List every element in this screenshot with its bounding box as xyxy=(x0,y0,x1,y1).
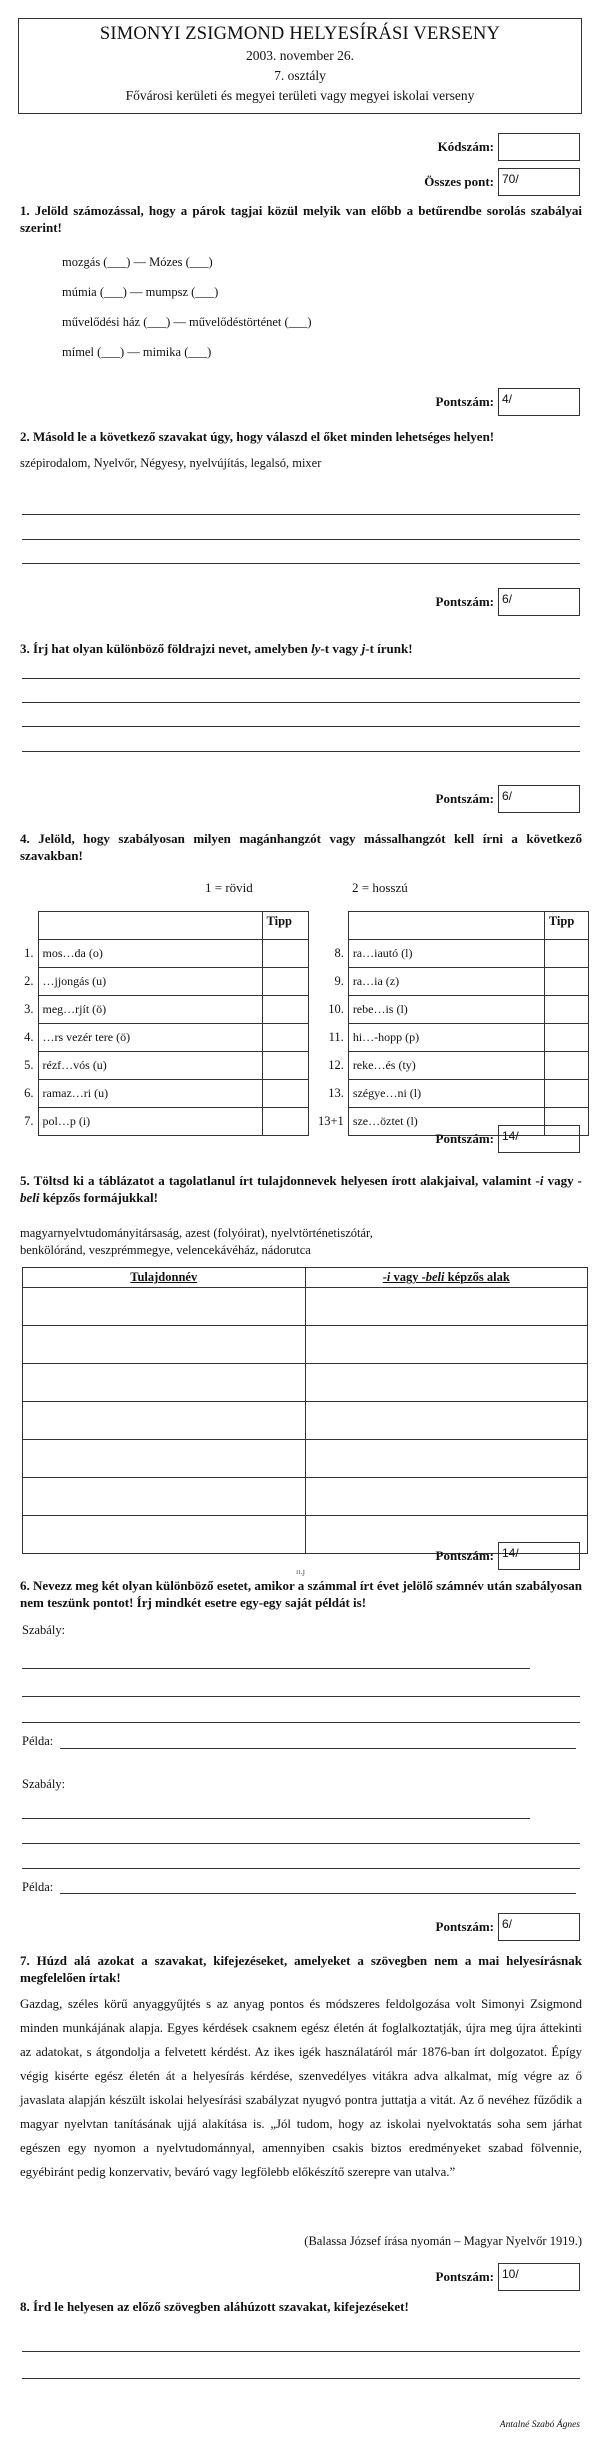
q4-item-number: 5. xyxy=(24,1058,34,1072)
q4-right-num-head xyxy=(318,912,348,940)
q5-col-name-header: Tulajdonnév xyxy=(23,1268,306,1288)
q5-prompt-mid: vagy xyxy=(543,1173,578,1188)
q4-item-word: meg…rjít (ö) xyxy=(38,996,262,1024)
q5-name-cell[interactable] xyxy=(23,1478,306,1516)
q5-col2-beli: -beli xyxy=(421,1270,445,1284)
q4-right-row xyxy=(318,940,588,968)
q4-tipp-cell[interactable] xyxy=(262,940,308,968)
q5-words-line-1: magyarnyelvtudományitársaság, azest (folyóirat), nyelvtörténetiszótár, xyxy=(20,1226,373,1240)
q4-item-word: ra…ia (z) xyxy=(348,968,544,996)
q4-left-tipp-head: Tipp xyxy=(262,912,308,940)
q6-example-label-2: Példa: xyxy=(22,1880,54,1894)
q4-tipp-cell[interactable] xyxy=(544,996,588,1024)
q4-item-number: 6. xyxy=(24,1086,34,1100)
q5-score-label: Pontszám: xyxy=(435,1548,494,1563)
q6-rule-line-2b[interactable] xyxy=(22,1843,580,1844)
header-box xyxy=(18,18,582,114)
q5-suffix-cell[interactable] xyxy=(305,1364,588,1402)
q4-item-number: 12. xyxy=(328,1058,344,1072)
q4-item-number: 11. xyxy=(328,1030,344,1044)
q5-col2-mid: vagy xyxy=(390,1270,422,1284)
q4-left-header-row xyxy=(22,912,308,940)
total-label: Összes pont: xyxy=(424,174,494,189)
code-label: Kódszám: xyxy=(437,139,494,154)
q4-item-word: ra…iautó (l) xyxy=(348,940,544,968)
q6-example-line-1[interactable] xyxy=(60,1748,576,1749)
q2-words: szépirodalom, Nyelvőr, Négyesy, nyelvújítás, legalsó, mixer xyxy=(20,456,322,470)
q2-score-row xyxy=(436,588,581,616)
q4-tipp-cell[interactable] xyxy=(262,996,308,1024)
q5-answer-row xyxy=(23,1478,588,1516)
q7-prompt: 7. Húzd alá azokat a szavakat, kifejezéseket, amelyeket a szövegben nem a mai helyesírásnak megfelelően írtak! xyxy=(20,1953,582,1985)
q4-tipp-cell[interactable] xyxy=(262,1108,308,1136)
q3-ly: ly xyxy=(311,641,321,656)
q4-item-word: …jjongás (u) xyxy=(38,968,262,996)
q6-score-box[interactable]: 6/ xyxy=(498,1913,580,1941)
q4-item-word: sze…öztet (l) xyxy=(348,1108,544,1136)
q3-prompt-end: -t írunk! xyxy=(365,641,413,656)
contest-grade: 7. osztály xyxy=(274,68,326,83)
q7-passage[interactable]: Gazdag, széles körű anyaggyűjtés s az anyag pontos és módszeres feldolgozása volt Simonyi Zsigmond minden munkájának alapja. Egyes kérdések csaknem egész életén át foglalkoztatják, újra meg újra áttekinti az adatokat, s átgondolja a felvetett kérdést. Az ikes igék használatáról már 1876-ban írt dolgozatot. Épígy végig kisérte egész életén át a helyesírás kérdése, szenvedélyes vitákra adva alkalmat, míg végre az ő javaslata alapján készült iskolai helyesírási szabályzat nyugvó pontra juttatja a vitát. Az ő nevéhez fűződik a magyar nyelvtan tanításának ujjá alakítása is. „Jól tudom, hogy az iskolai nyelvoktatás soha sem járhat egészen egy nyomon a nyelvtudománnyal, amennyiben csakis biztos eredményeket szabad fölvennie, egyébiránt pedig konzervativ, beváró vagy legfölebb előkészítő szerepre van utalva.” xyxy=(20,1997,582,2179)
q4-item-number: 3. xyxy=(24,1002,34,1016)
q5-name-cell[interactable] xyxy=(23,1364,306,1402)
q6-rule-label-1: Szabály: xyxy=(22,1623,66,1637)
q4-item-word: hi…-hopp (p) xyxy=(348,1024,544,1052)
q5-col2-after: képzős alak xyxy=(444,1270,510,1284)
q3-answer-line-3[interactable] xyxy=(22,726,580,727)
q4-item-word: rebe…is (l) xyxy=(348,996,544,1024)
contest-date: 2003. november 26. xyxy=(246,48,354,63)
q7-score-row xyxy=(436,2263,581,2291)
q4-item-word: rézf…vós (u) xyxy=(38,1052,262,1080)
q5-name-cell[interactable] xyxy=(23,1516,306,1554)
q5-answer-row xyxy=(23,1288,588,1326)
q5-answer-row xyxy=(23,1440,588,1478)
q4-left-row xyxy=(22,968,308,996)
q2-answer-line-3[interactable] xyxy=(22,563,580,564)
q4-tipp-cell[interactable] xyxy=(544,940,588,968)
q3-score-label: Pontszám: xyxy=(435,791,494,806)
q8-prompt: 8. Írd le helyesen az előző szövegben aláhúzott szavakat, kifejezéseket! xyxy=(20,2299,409,2314)
q4-left-row xyxy=(22,996,308,1024)
q4-item-word: szégye…ni (l) xyxy=(348,1080,544,1108)
author-signature: Antalné Szabó Ágnes xyxy=(499,2420,580,2430)
total-input[interactable]: 70/ xyxy=(498,168,580,196)
q6-rule-line-1b[interactable] xyxy=(22,1696,580,1697)
q3-answer-line-4[interactable] xyxy=(22,751,580,752)
q6-example-label-1: Példa: xyxy=(22,1734,54,1748)
q5-answer-row xyxy=(23,1364,588,1402)
q2-score-label: Pontszám: xyxy=(435,594,494,609)
q1-pair-1[interactable]: mozgás (___) — Mózes (___) xyxy=(62,255,213,269)
q3-prompt xyxy=(20,640,582,657)
q4-item-number: 8. xyxy=(334,946,344,960)
q4-left-word-head xyxy=(38,912,262,940)
q4-item-word: …rs vezér tere (ö) xyxy=(38,1024,262,1052)
q8-answer-line-1[interactable] xyxy=(22,2351,580,2352)
q4-legend-short: 1 = rövid xyxy=(205,880,253,895)
q1-pair-4[interactable]: mímel (___) — mimika (___) xyxy=(62,345,212,359)
q4-left-row xyxy=(22,1024,308,1052)
q4-legend-long: 2 = hosszú xyxy=(352,880,408,895)
q5-suffix-cell[interactable] xyxy=(305,1478,588,1516)
q4-item-number: 13. xyxy=(328,1086,344,1100)
q5-suffix-i: -i xyxy=(535,1173,544,1188)
q4-tipp-cell[interactable] xyxy=(544,1024,588,1052)
contest-title: SIMONYI ZSIGMOND HELYESÍRÁSI VERSENY xyxy=(99,24,501,44)
q2-answer-line-2[interactable] xyxy=(22,539,580,540)
q4-tipp-cell[interactable] xyxy=(262,968,308,996)
q5-name-cell[interactable] xyxy=(23,1288,306,1326)
total-field-row xyxy=(424,168,580,196)
q4-left-num-head xyxy=(22,912,38,940)
contest-subtitle: Fővárosi kerületi és megyei területi vagy megyei iskolai verseny xyxy=(125,88,475,103)
q1-score-row xyxy=(436,388,581,416)
q4-tipp-cell[interactable] xyxy=(544,1052,588,1080)
q4-left-row xyxy=(22,940,308,968)
q4-tipp-cell[interactable] xyxy=(262,1080,308,1108)
scan-mark: ıı.ɟ xyxy=(296,1567,306,1576)
q5-words-line-2: benkölóránd, veszprémmegye, velencekávéház, nádorutca xyxy=(20,1243,311,1257)
q6-rule-label-2: Szabály: xyxy=(22,1777,66,1791)
q6-rule-line-2a[interactable] xyxy=(22,1818,530,1819)
q4-item-word: mos…da (o) xyxy=(38,940,262,968)
q6-rule-line-1c[interactable] xyxy=(22,1722,580,1723)
q5-name-cell[interactable] xyxy=(23,1440,306,1478)
q5-name-cell[interactable] xyxy=(23,1326,306,1364)
q4-table-right xyxy=(318,911,589,1136)
q5-header-row xyxy=(23,1268,588,1288)
q3-answer-line-2[interactable] xyxy=(22,702,580,703)
q7-score-box[interactable]: 10/ xyxy=(498,2263,580,2291)
q4-left-row xyxy=(22,1052,308,1080)
q1-score-label: Pontszám: xyxy=(435,394,494,409)
q8-answer-line-2[interactable] xyxy=(22,2378,580,2379)
q4-item-number: 2. xyxy=(24,974,34,988)
q4-score-row xyxy=(436,1125,581,1153)
q5-col2-i: -i xyxy=(382,1270,391,1284)
q5-table xyxy=(22,1267,588,1554)
q4-item-word: ramaz…ri (u) xyxy=(38,1080,262,1108)
q1-prompt: 1. Jelöld számozással, hogy a párok tagjai közül melyik van előbb a betűrendbe sorolás szabályai szerint! xyxy=(20,203,582,235)
q4-tipp-cell[interactable] xyxy=(262,1024,308,1052)
q5-suffix-cell[interactable] xyxy=(305,1326,588,1364)
q1-pair-2[interactable]: múmia (___) — mumpsz (___) xyxy=(62,285,219,299)
q4-item-number: 13+1 xyxy=(318,1114,344,1128)
code-field-row xyxy=(438,133,580,161)
q4-right-tipp-head: Tipp xyxy=(544,912,588,940)
q5-prompt-end: képzős formájukkal! xyxy=(39,1190,158,1205)
q1-score-box[interactable]: 4/ xyxy=(498,388,580,416)
q4-left-row xyxy=(22,1108,308,1136)
q3-j: j xyxy=(361,641,366,656)
q4-right-header-row xyxy=(318,912,588,940)
q6-prompt: 6. Nevezz meg két olyan különböző esetet, amikor a számmal írt évet jelölő számnév után szabályosan nem teszünk pontot! Írj mindkét esetre egy-egy saját példát is! xyxy=(20,1578,582,1610)
q6-rule-line-2c[interactable] xyxy=(22,1868,580,1869)
q3-score-row xyxy=(436,785,581,813)
q6-score-row xyxy=(436,1913,581,1941)
q4-item-number: 1. xyxy=(24,946,34,960)
q4-left-row xyxy=(22,1080,308,1108)
q2-answer-line-1[interactable] xyxy=(22,514,580,515)
q5-prompt xyxy=(20,1172,582,1206)
q4-tipp-cell[interactable] xyxy=(544,1080,588,1108)
q7-score-label: Pontszám: xyxy=(435,2269,494,2284)
q3-score-box[interactable]: 6/ xyxy=(498,785,580,813)
q6-example-line-2[interactable] xyxy=(60,1893,576,1894)
q5-col-suffix-header xyxy=(305,1268,588,1288)
q5-suffix-cell[interactable] xyxy=(305,1440,588,1478)
q7-citation: (Balassa József írása nyomán – Magyar Nyelvőr 1919.) xyxy=(304,2234,582,2248)
q4-score-box[interactable]: 14/ xyxy=(498,1125,580,1153)
q4-item-number: 9. xyxy=(334,974,344,988)
q1-pair-3[interactable]: művelődési ház (___) — művelődéstörténet (___) xyxy=(62,315,312,329)
q4-item-number: 4. xyxy=(24,1030,34,1044)
q5-suffix-cell[interactable] xyxy=(305,1402,588,1440)
q3-prompt-start: 3. Írj hat olyan különböző földrajzi nevet, amelyben xyxy=(20,641,312,656)
q4-right-word-head xyxy=(348,912,544,940)
q4-item-number: 10. xyxy=(328,1002,344,1016)
q4-tipp-cell[interactable] xyxy=(544,968,588,996)
q4-item-number: 7. xyxy=(24,1114,34,1128)
q3-prompt-mid: -t vagy xyxy=(320,641,362,656)
q4-item-word: reke…és (ty) xyxy=(348,1052,544,1080)
q4-right-row xyxy=(318,1052,588,1080)
q4-item-word: pol…p (i) xyxy=(38,1108,262,1136)
q5-suffix-cell[interactable] xyxy=(305,1288,588,1326)
q4-right-row xyxy=(318,1024,588,1052)
q5-prompt-start: 5. Töltsd ki a táblázatot a tagolatlanul írt tulajdonnevek helyesen írott alakjaival, valamint xyxy=(20,1173,536,1188)
q5-score-row xyxy=(436,1542,581,1570)
q5-name-cell[interactable] xyxy=(23,1402,306,1440)
q5-answer-row xyxy=(23,1402,588,1440)
q2-prompt: 2. Másold le a következő szavakat úgy, hogy válaszd el őket minden lehetséges helyen! xyxy=(20,429,495,444)
q4-prompt: 4. Jelöld, hogy szabályosan milyen magánhangzót vagy mássalhangzót kell írni a következő szavakban! xyxy=(20,831,582,863)
q5-suffix-beli: -beli xyxy=(20,1173,583,1205)
q4-right-row xyxy=(318,996,588,1024)
q5-answer-row xyxy=(23,1326,588,1364)
code-input[interactable] xyxy=(498,133,580,161)
q6-rule-line-1a[interactable] xyxy=(22,1668,530,1669)
q4-right-row xyxy=(318,1080,588,1108)
q3-answer-line-1[interactable] xyxy=(22,678,580,679)
q5-score-box[interactable]: 14/ xyxy=(498,1542,580,1570)
q2-score-box[interactable]: 6/ xyxy=(498,588,580,616)
q4-tipp-cell[interactable] xyxy=(262,1052,308,1080)
q6-score-label: Pontszám: xyxy=(435,1919,494,1934)
q4-score-label: Pontszám: xyxy=(435,1131,494,1146)
q4-table-left xyxy=(22,911,309,1136)
q4-right-row xyxy=(318,968,588,996)
